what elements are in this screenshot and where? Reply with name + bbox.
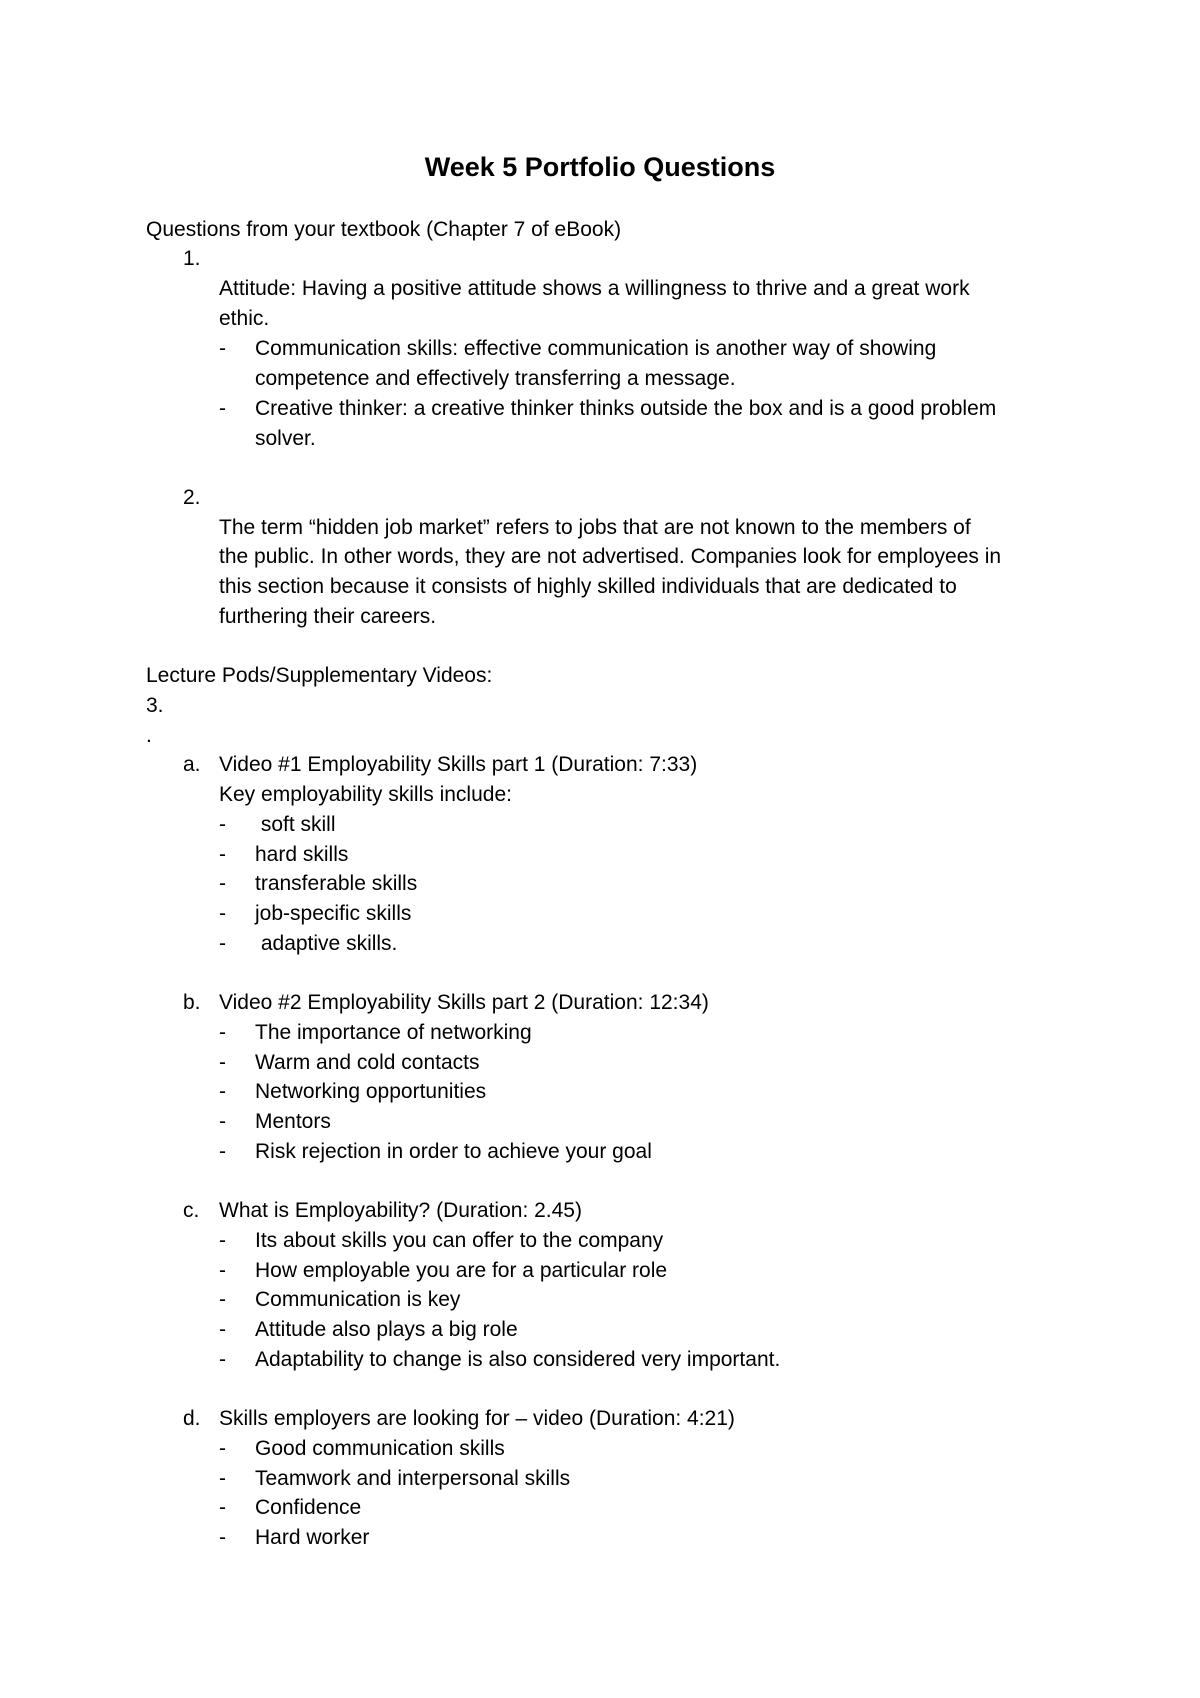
question-number-1: 1. xyxy=(183,247,201,270)
item-letter-b: b. xyxy=(183,991,201,1014)
list-item: soft skill xyxy=(255,813,336,836)
list-item: job-specific skills xyxy=(255,902,412,925)
q1-attitude-line-cont: ethic. xyxy=(219,307,270,330)
list-item: Risk rejection in order to achieve your goal xyxy=(255,1140,652,1163)
list-item: The importance of networking xyxy=(255,1021,532,1044)
q2-line: The term “hidden job market” refers to jobs that are not known to the members of xyxy=(219,516,971,539)
item-letter-d: d. xyxy=(183,1407,201,1430)
list-item: adaptive skills. xyxy=(255,932,398,955)
bullet-dash: - xyxy=(219,1259,226,1282)
q2-line: the public. In other words, they are not advertised. Companies look for employees in xyxy=(219,545,1002,568)
bullet-dash: - xyxy=(219,813,226,836)
video-1-title: Video #1 Employability Skills part 1 (Duration: 7:33) xyxy=(219,753,698,776)
list-item: Adaptability to change is also considered very important. xyxy=(255,1348,781,1371)
bullet-dash: - xyxy=(219,1051,226,1074)
list-item: Hard worker xyxy=(255,1526,370,1549)
list-item: Communication is key xyxy=(255,1288,461,1311)
bullet-dash: - xyxy=(219,1526,226,1549)
bullet-dash: - xyxy=(219,1229,226,1252)
item-letter-a: a. xyxy=(183,753,201,776)
stray-period: . xyxy=(146,724,152,747)
bullet-dash: - xyxy=(219,1080,226,1103)
page-title: Week 5 Portfolio Questions xyxy=(424,152,776,182)
bullet-dash: - xyxy=(219,843,226,866)
bullet-dash: - xyxy=(219,872,226,895)
section-heading-lectures: Lecture Pods/Supplementary Videos: xyxy=(146,664,493,687)
bullet-dash: - xyxy=(219,902,226,925)
bullet-dash: - xyxy=(219,1110,226,1133)
bullet-dash: - xyxy=(219,1496,226,1519)
bullet-dash: - xyxy=(219,337,226,360)
list-item: Networking opportunities xyxy=(255,1080,487,1103)
list-item: Warm and cold contacts xyxy=(255,1051,480,1074)
q2-line: this section because it consists of highly skilled individuals that are dedicated to xyxy=(219,575,957,598)
bullet-dash: - xyxy=(219,1021,226,1044)
list-item: transferable skills xyxy=(255,872,418,895)
q1-creative-line-cont: solver. xyxy=(255,427,316,450)
list-item: Confidence xyxy=(255,1496,362,1519)
question-number-3: 3. xyxy=(146,694,164,717)
list-item: How employable you are for a particular role xyxy=(255,1259,668,1282)
bullet-dash: - xyxy=(219,1318,226,1341)
q1-communication-line-cont: competence and effectively transferring a message. xyxy=(255,367,736,390)
list-item: hard skills xyxy=(255,843,349,866)
bullet-dash: - xyxy=(219,1348,226,1371)
list-item: Good communication skills xyxy=(255,1437,505,1460)
bullet-dash: - xyxy=(219,1288,226,1311)
q2-line: furthering their careers. xyxy=(219,605,437,628)
list-item: Its about skills you can offer to the company xyxy=(255,1229,664,1252)
video-4-title: Skills employers are looking for – video (Duration: 4:21) xyxy=(219,1407,735,1430)
video-1-intro: Key employability skills include: xyxy=(219,783,512,806)
section-heading-textbook: Questions from your textbook (Chapter 7 of eBook) xyxy=(146,218,622,241)
q1-attitude-line: Attitude: Having a positive attitude shows a willingness to thrive and a great work xyxy=(219,277,970,300)
video-2-title: Video #2 Employability Skills part 2 (Duration: 12:34) xyxy=(219,991,709,1014)
question-number-2: 2. xyxy=(183,486,201,509)
item-letter-c: c. xyxy=(183,1199,200,1222)
list-item: Mentors xyxy=(255,1110,331,1133)
bullet-dash: - xyxy=(219,1140,226,1163)
bullet-dash: - xyxy=(219,1467,226,1490)
bullet-dash: - xyxy=(219,1437,226,1460)
q1-communication-line: Communication skills: effective communication is another way of showing xyxy=(255,337,937,360)
bullet-dash: - xyxy=(219,932,226,955)
list-item: Attitude also plays a big role xyxy=(255,1318,518,1341)
bullet-dash: - xyxy=(219,397,226,420)
list-item: Teamwork and interpersonal skills xyxy=(255,1467,571,1490)
q1-creative-line: Creative thinker: a creative thinker thinks outside the box and is a good problem xyxy=(255,397,997,420)
video-3-title: What is Employability? (Duration: 2.45) xyxy=(219,1199,582,1222)
